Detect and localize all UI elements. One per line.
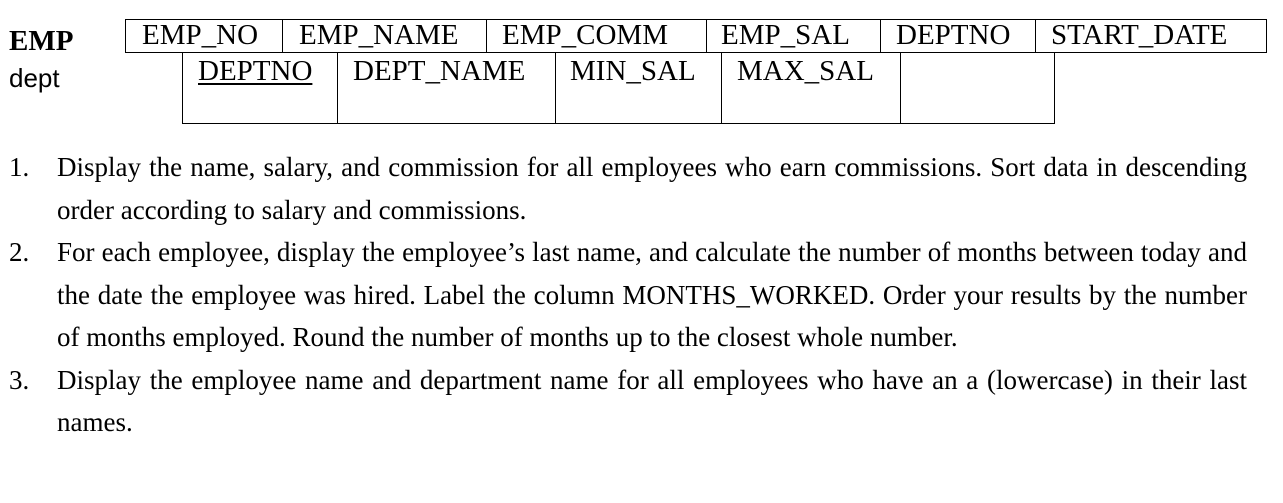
question-number: 2. — [9, 237, 30, 267]
dept-column-deptno — [183, 52, 338, 123]
emp-column-emp-no: EMP_NO — [126, 20, 283, 52]
question-text: For each employee, display the employee’s last name, and calculate the number of months between today and the date the employee was hired. Label the column MONTHS_WORKED. Order your results by the number of months employed. Round the number of months up to the closest whole number. — [57, 237, 1247, 352]
emp-schema-table — [125, 19, 1267, 53]
dept-primary-key: DEPTNO — [198, 55, 313, 87]
emp-table-label: EMP — [9, 25, 74, 57]
list-item — [0, 231, 1283, 359]
dept-table-label: dept — [9, 63, 60, 93]
emp-column-deptno: DEPTNO — [881, 20, 1036, 52]
list-item — [0, 146, 1283, 231]
emp-column-start-date: START_DATE — [1051, 19, 1228, 51]
question-text: Display the name, salary, and commission for all employees who earn commissions. Sort data in descending order according to salary and commissions. — [57, 152, 1247, 225]
emp-column-emp-name: EMP_NAME — [283, 20, 487, 52]
dept-column-min-sal: MIN_SAL — [556, 52, 722, 123]
dept-column-max-sal: MAX_SAL — [722, 52, 901, 123]
question-text: Display the employee name and department name for all employees who have an a (lowercase) in their last names. — [57, 364, 1247, 437]
question-number: 3. — [9, 364, 30, 395]
dept-column-empty — [901, 52, 1054, 123]
question-number: 1. — [9, 152, 30, 182]
emp-column-emp-sal: EMP_SAL — [707, 20, 881, 52]
emp-column-emp-comm: EMP_COMM — [487, 20, 707, 52]
dept-schema-table — [182, 52, 1055, 124]
dept-column-dept-name: DEPT_NAME — [338, 52, 556, 123]
question-list — [0, 146, 1283, 444]
list-item — [0, 359, 1283, 444]
